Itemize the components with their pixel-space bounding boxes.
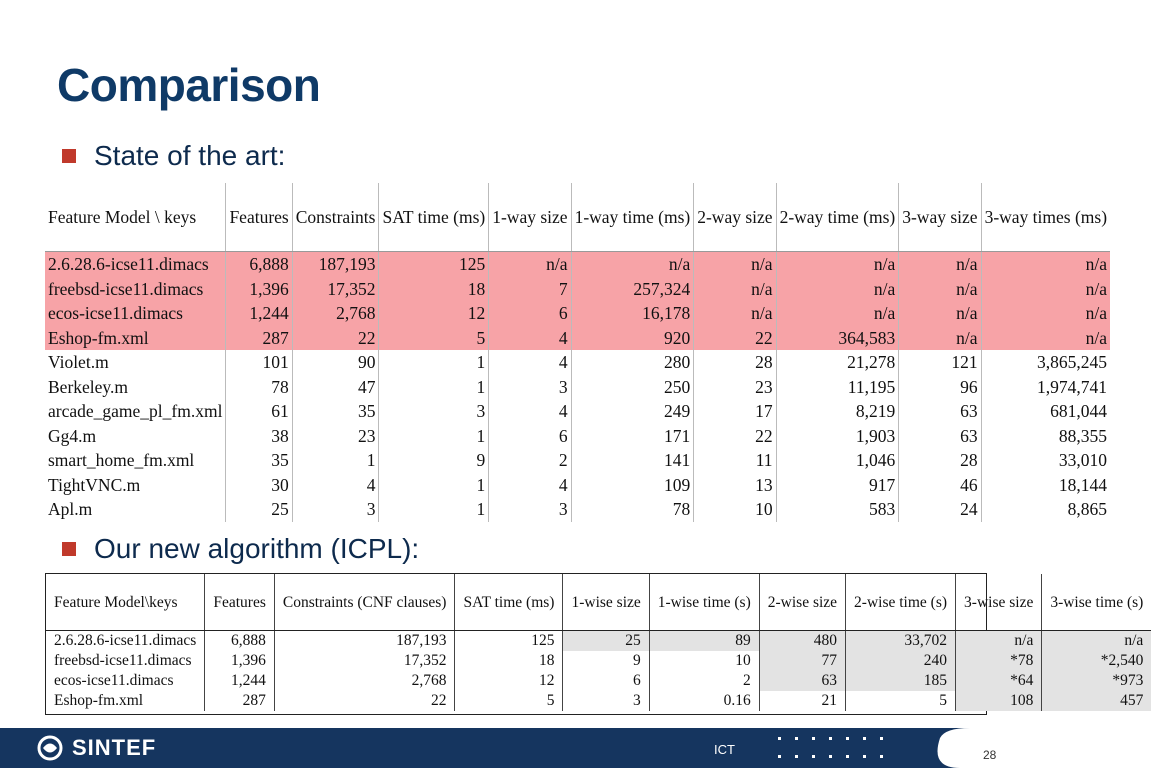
table-cell: 6 bbox=[489, 301, 571, 326]
column-header: Constraints (CNF clauses) bbox=[274, 574, 455, 631]
dept-label: ICT bbox=[714, 742, 735, 757]
row-label: ecos-icse11.dimacs bbox=[46, 671, 205, 691]
table-cell: 33,702 bbox=[846, 631, 956, 652]
table-cell: 4 bbox=[489, 326, 571, 351]
table-cell: 78 bbox=[571, 497, 694, 522]
column-header: SAT time (ms) bbox=[455, 574, 563, 631]
table-cell: 187,193 bbox=[274, 631, 455, 652]
table-cell: 4 bbox=[489, 350, 571, 375]
table-cell: 30 bbox=[226, 473, 292, 498]
table-cell: 9 bbox=[379, 448, 489, 473]
table-cell: 257,324 bbox=[571, 277, 694, 302]
table-row bbox=[45, 448, 1110, 473]
table-cell: n/a bbox=[694, 277, 776, 302]
table-cell: 17 bbox=[694, 399, 776, 424]
table-cell: 1,903 bbox=[776, 424, 899, 449]
footer-bar bbox=[0, 728, 1024, 768]
slide-title: Comparison bbox=[57, 59, 321, 111]
row-label: ecos-icse11.dimacs bbox=[45, 301, 226, 326]
row-label: Eshop-fm.xml bbox=[46, 691, 205, 711]
table-cell: 1 bbox=[292, 448, 379, 473]
table-cell: 1 bbox=[379, 375, 489, 400]
row-label: TightVNC.m bbox=[45, 473, 226, 498]
bullet-new-algorithm bbox=[62, 533, 419, 565]
table-cell: 2 bbox=[649, 671, 759, 691]
table-cell: n/a bbox=[776, 301, 899, 326]
page-number: 28 bbox=[983, 748, 997, 762]
table-cell: 187,193 bbox=[292, 252, 379, 277]
table-cell: 1,244 bbox=[226, 301, 292, 326]
table-cell: 1,046 bbox=[776, 448, 899, 473]
table-cell: 1 bbox=[379, 424, 489, 449]
table-cell: 22 bbox=[274, 691, 455, 711]
table-cell: 63 bbox=[899, 399, 981, 424]
table-cell: n/a bbox=[571, 252, 694, 277]
table-row bbox=[46, 651, 1151, 671]
column-header: Feature Model \ keys bbox=[45, 183, 226, 252]
table-cell: 5 bbox=[455, 691, 563, 711]
row-label: 2.6.28.6-icse11.dimacs bbox=[46, 631, 205, 652]
column-header: 3-way times (ms) bbox=[981, 183, 1110, 252]
table-cell: 13 bbox=[694, 473, 776, 498]
table-cell: 90 bbox=[292, 350, 379, 375]
table-row bbox=[45, 326, 1110, 351]
column-header: Features bbox=[205, 574, 275, 631]
table-cell: *973 bbox=[1042, 671, 1151, 691]
table-cell: 47 bbox=[292, 375, 379, 400]
table-cell: 6,888 bbox=[226, 252, 292, 277]
table-cell: 8,865 bbox=[1067, 499, 1108, 520]
footer-curve-decoration bbox=[900, 728, 1024, 768]
table-cell: 240 bbox=[846, 651, 956, 671]
column-header: 3-way size bbox=[899, 183, 981, 252]
table-cell: 6 bbox=[563, 671, 649, 691]
column-header: Constraints bbox=[292, 183, 379, 252]
table-row bbox=[45, 252, 1110, 277]
table-cell: 1,396 bbox=[205, 651, 275, 671]
table-cell: 10 bbox=[649, 651, 759, 671]
table-cell: 78 bbox=[226, 375, 292, 400]
table-cell: n/a bbox=[899, 252, 981, 277]
table-cell: n/a bbox=[776, 277, 899, 302]
table-cell: 23 bbox=[694, 375, 776, 400]
icpl-table-container bbox=[45, 573, 1144, 715]
table-cell: 28 bbox=[694, 350, 776, 375]
table-cell: 17,352 bbox=[292, 277, 379, 302]
bullet-text: Our new algorithm (ICPL): bbox=[94, 533, 420, 564]
column-header: 3-wise size bbox=[956, 574, 1042, 631]
table-cell: n/a bbox=[489, 252, 571, 277]
table-cell: 8,219 bbox=[776, 399, 899, 424]
bullet-square-icon bbox=[62, 149, 76, 163]
table-cell: 6,888 bbox=[205, 631, 275, 652]
table-cell: n/a bbox=[899, 301, 981, 326]
table-cell: n/a bbox=[899, 277, 981, 302]
table-cell: 22 bbox=[694, 424, 776, 449]
column-header: 2-way size bbox=[694, 183, 776, 252]
table-cell: 3 bbox=[489, 375, 571, 400]
table-cell: 6 bbox=[489, 424, 571, 449]
bullet-state-of-art bbox=[62, 140, 285, 172]
table-cell: 3 bbox=[563, 691, 649, 711]
table-cell: n/a bbox=[694, 301, 776, 326]
table-cell: 185 bbox=[846, 671, 956, 691]
table-cell: 364,583 bbox=[776, 326, 899, 351]
row-label: 2.6.28.6-icse11.dimacs bbox=[45, 252, 226, 277]
table-row bbox=[45, 497, 1110, 522]
table-cell: 3 bbox=[292, 497, 379, 522]
table-cell: 250 bbox=[571, 375, 694, 400]
table-cell: 46 bbox=[899, 473, 981, 498]
table-cell: 5 bbox=[846, 691, 956, 711]
table-cell: 4 bbox=[489, 399, 571, 424]
row-label: Eshop-fm.xml bbox=[45, 326, 226, 351]
table-cell: 28 bbox=[899, 448, 981, 473]
dots-pattern-icon bbox=[776, 735, 886, 763]
table-cell: 1,244 bbox=[205, 671, 275, 691]
table-cell: 9 bbox=[563, 651, 649, 671]
table-cell: 920 bbox=[571, 326, 694, 351]
table-cell: 108 bbox=[956, 691, 1042, 711]
column-header: 2-wise time (s) bbox=[846, 574, 956, 631]
table-cell: 25 bbox=[563, 631, 649, 652]
table-cell: 24 bbox=[899, 497, 981, 522]
table-row bbox=[46, 691, 1151, 711]
table-cell: 125 bbox=[379, 252, 489, 277]
table-cell: *78 bbox=[956, 651, 1042, 671]
table-cell: 89 bbox=[649, 631, 759, 652]
table-row bbox=[45, 399, 1110, 424]
table-cell: n/a bbox=[981, 326, 1110, 351]
column-header: SAT time (ms) bbox=[379, 183, 489, 252]
table-cell: n/a bbox=[981, 301, 1110, 326]
row-label: freebsd-icse11.dimacs bbox=[45, 277, 226, 302]
table-row bbox=[46, 671, 1151, 691]
table-cell: 0.16 bbox=[649, 691, 759, 711]
table-cell: 1 bbox=[379, 497, 489, 522]
table-cell: 35 bbox=[226, 448, 292, 473]
table-cell: 96 bbox=[899, 375, 981, 400]
table-cell: 18 bbox=[379, 277, 489, 302]
table-cell: 23 bbox=[292, 424, 379, 449]
table-cell: 18,144 bbox=[1058, 474, 1108, 495]
table-cell: 63 bbox=[759, 671, 845, 691]
table-cell: n/a bbox=[776, 252, 899, 277]
table-cell: 7 bbox=[489, 277, 571, 302]
row-label: Berkeley.m bbox=[45, 375, 226, 400]
sintef-logo bbox=[36, 735, 156, 761]
table-cell: 12 bbox=[379, 301, 489, 326]
table-cell: 4 bbox=[292, 473, 379, 498]
bullet-text: State of the art: bbox=[94, 140, 286, 171]
table-cell: 125 bbox=[455, 631, 563, 652]
state-of-art-table bbox=[45, 183, 1110, 522]
table-row bbox=[45, 375, 1110, 400]
column-header: 1-wise time (s) bbox=[649, 574, 759, 631]
table-cell: 33,010 bbox=[1058, 450, 1108, 471]
table-cell: 22 bbox=[292, 326, 379, 351]
column-header: Feature Model\keys bbox=[46, 574, 205, 631]
table-row bbox=[45, 473, 1110, 498]
table-cell: 171 bbox=[571, 424, 694, 449]
column-header: 2-wise size bbox=[759, 574, 845, 631]
table-cell: 1 bbox=[379, 473, 489, 498]
table-cell: 5 bbox=[379, 326, 489, 351]
row-label: smart_home_fm.xml bbox=[45, 448, 226, 473]
table-cell: 287 bbox=[205, 691, 275, 711]
table-cell: n/a bbox=[981, 252, 1110, 277]
row-label: Gg4.m bbox=[45, 424, 226, 449]
table-cell: n/a bbox=[1042, 631, 1151, 652]
icpl-table bbox=[46, 574, 1151, 711]
table-cell: 4 bbox=[489, 473, 571, 498]
table-cell: 109 bbox=[571, 473, 694, 498]
table-cell: 1,396 bbox=[226, 277, 292, 302]
table-row bbox=[45, 424, 1110, 449]
bullet-square-icon bbox=[62, 542, 76, 556]
table-cell: 3,865,245 bbox=[1037, 352, 1108, 373]
table-row bbox=[45, 277, 1110, 302]
table-cell: 11,195 bbox=[776, 375, 899, 400]
table-cell: 11 bbox=[694, 448, 776, 473]
table-cell: 2,768 bbox=[292, 301, 379, 326]
table-cell: 63 bbox=[899, 424, 981, 449]
table-cell: 457 bbox=[1042, 691, 1151, 711]
table-cell: 17,352 bbox=[274, 651, 455, 671]
table-cell: 21,278 bbox=[776, 350, 899, 375]
row-label: arcade_game_pl_fm.xml bbox=[45, 399, 226, 424]
table-cell: 1,974,741 bbox=[1037, 376, 1108, 397]
table-cell: 18 bbox=[455, 651, 563, 671]
table-cell: 1 bbox=[379, 350, 489, 375]
column-header: 2-way time (ms) bbox=[776, 183, 899, 252]
logo-text: SINTEF bbox=[72, 735, 157, 760]
table-cell: 280 bbox=[571, 350, 694, 375]
column-header: 1-way time (ms) bbox=[571, 183, 694, 252]
table-cell: 141 bbox=[571, 448, 694, 473]
table-cell: 10 bbox=[694, 497, 776, 522]
table-cell: 121 bbox=[899, 350, 981, 375]
table-cell: 583 bbox=[776, 497, 899, 522]
column-header: Features bbox=[226, 183, 292, 252]
state-of-art-table-container bbox=[45, 183, 1108, 520]
table-cell: 681,044 bbox=[1050, 401, 1108, 422]
column-header: 1-wise size bbox=[563, 574, 649, 631]
column-header: 1-way size bbox=[489, 183, 571, 252]
table-cell: 38 bbox=[226, 424, 292, 449]
sintef-swirl-icon bbox=[36, 735, 64, 761]
table-cell: 22 bbox=[694, 326, 776, 351]
table-cell: 2,768 bbox=[274, 671, 455, 691]
row-label: freebsd-icse11.dimacs bbox=[46, 651, 205, 671]
table-cell: 12 bbox=[455, 671, 563, 691]
table-cell: 88,355 bbox=[1058, 425, 1108, 446]
table-cell: 35 bbox=[292, 399, 379, 424]
table-cell: n/a bbox=[981, 277, 1110, 302]
table-cell: 2 bbox=[489, 448, 571, 473]
table-row bbox=[45, 301, 1110, 326]
table-cell: *2,540 bbox=[1042, 651, 1151, 671]
row-label: Apl.m bbox=[45, 497, 226, 522]
table-cell: 101 bbox=[226, 350, 292, 375]
table-cell: 287 bbox=[226, 326, 292, 351]
table-cell: n/a bbox=[899, 326, 981, 351]
table-cell: 16,178 bbox=[571, 301, 694, 326]
table-cell: 21 bbox=[759, 691, 845, 711]
table-cell: 25 bbox=[226, 497, 292, 522]
table-cell: n/a bbox=[694, 252, 776, 277]
row-label: Violet.m bbox=[45, 350, 226, 375]
table-cell: *64 bbox=[956, 671, 1042, 691]
table-cell: 3 bbox=[379, 399, 489, 424]
table-cell: 480 bbox=[759, 631, 845, 652]
table-cell: 77 bbox=[759, 651, 845, 671]
table-cell: 61 bbox=[226, 399, 292, 424]
table-row bbox=[46, 631, 1151, 652]
table-cell: n/a bbox=[956, 631, 1042, 652]
table-row bbox=[45, 350, 1110, 375]
table-cell: 917 bbox=[776, 473, 899, 498]
table-cell: 3 bbox=[489, 497, 571, 522]
table-cell: 249 bbox=[571, 399, 694, 424]
column-header: 3-wise time (s) bbox=[1042, 574, 1151, 631]
